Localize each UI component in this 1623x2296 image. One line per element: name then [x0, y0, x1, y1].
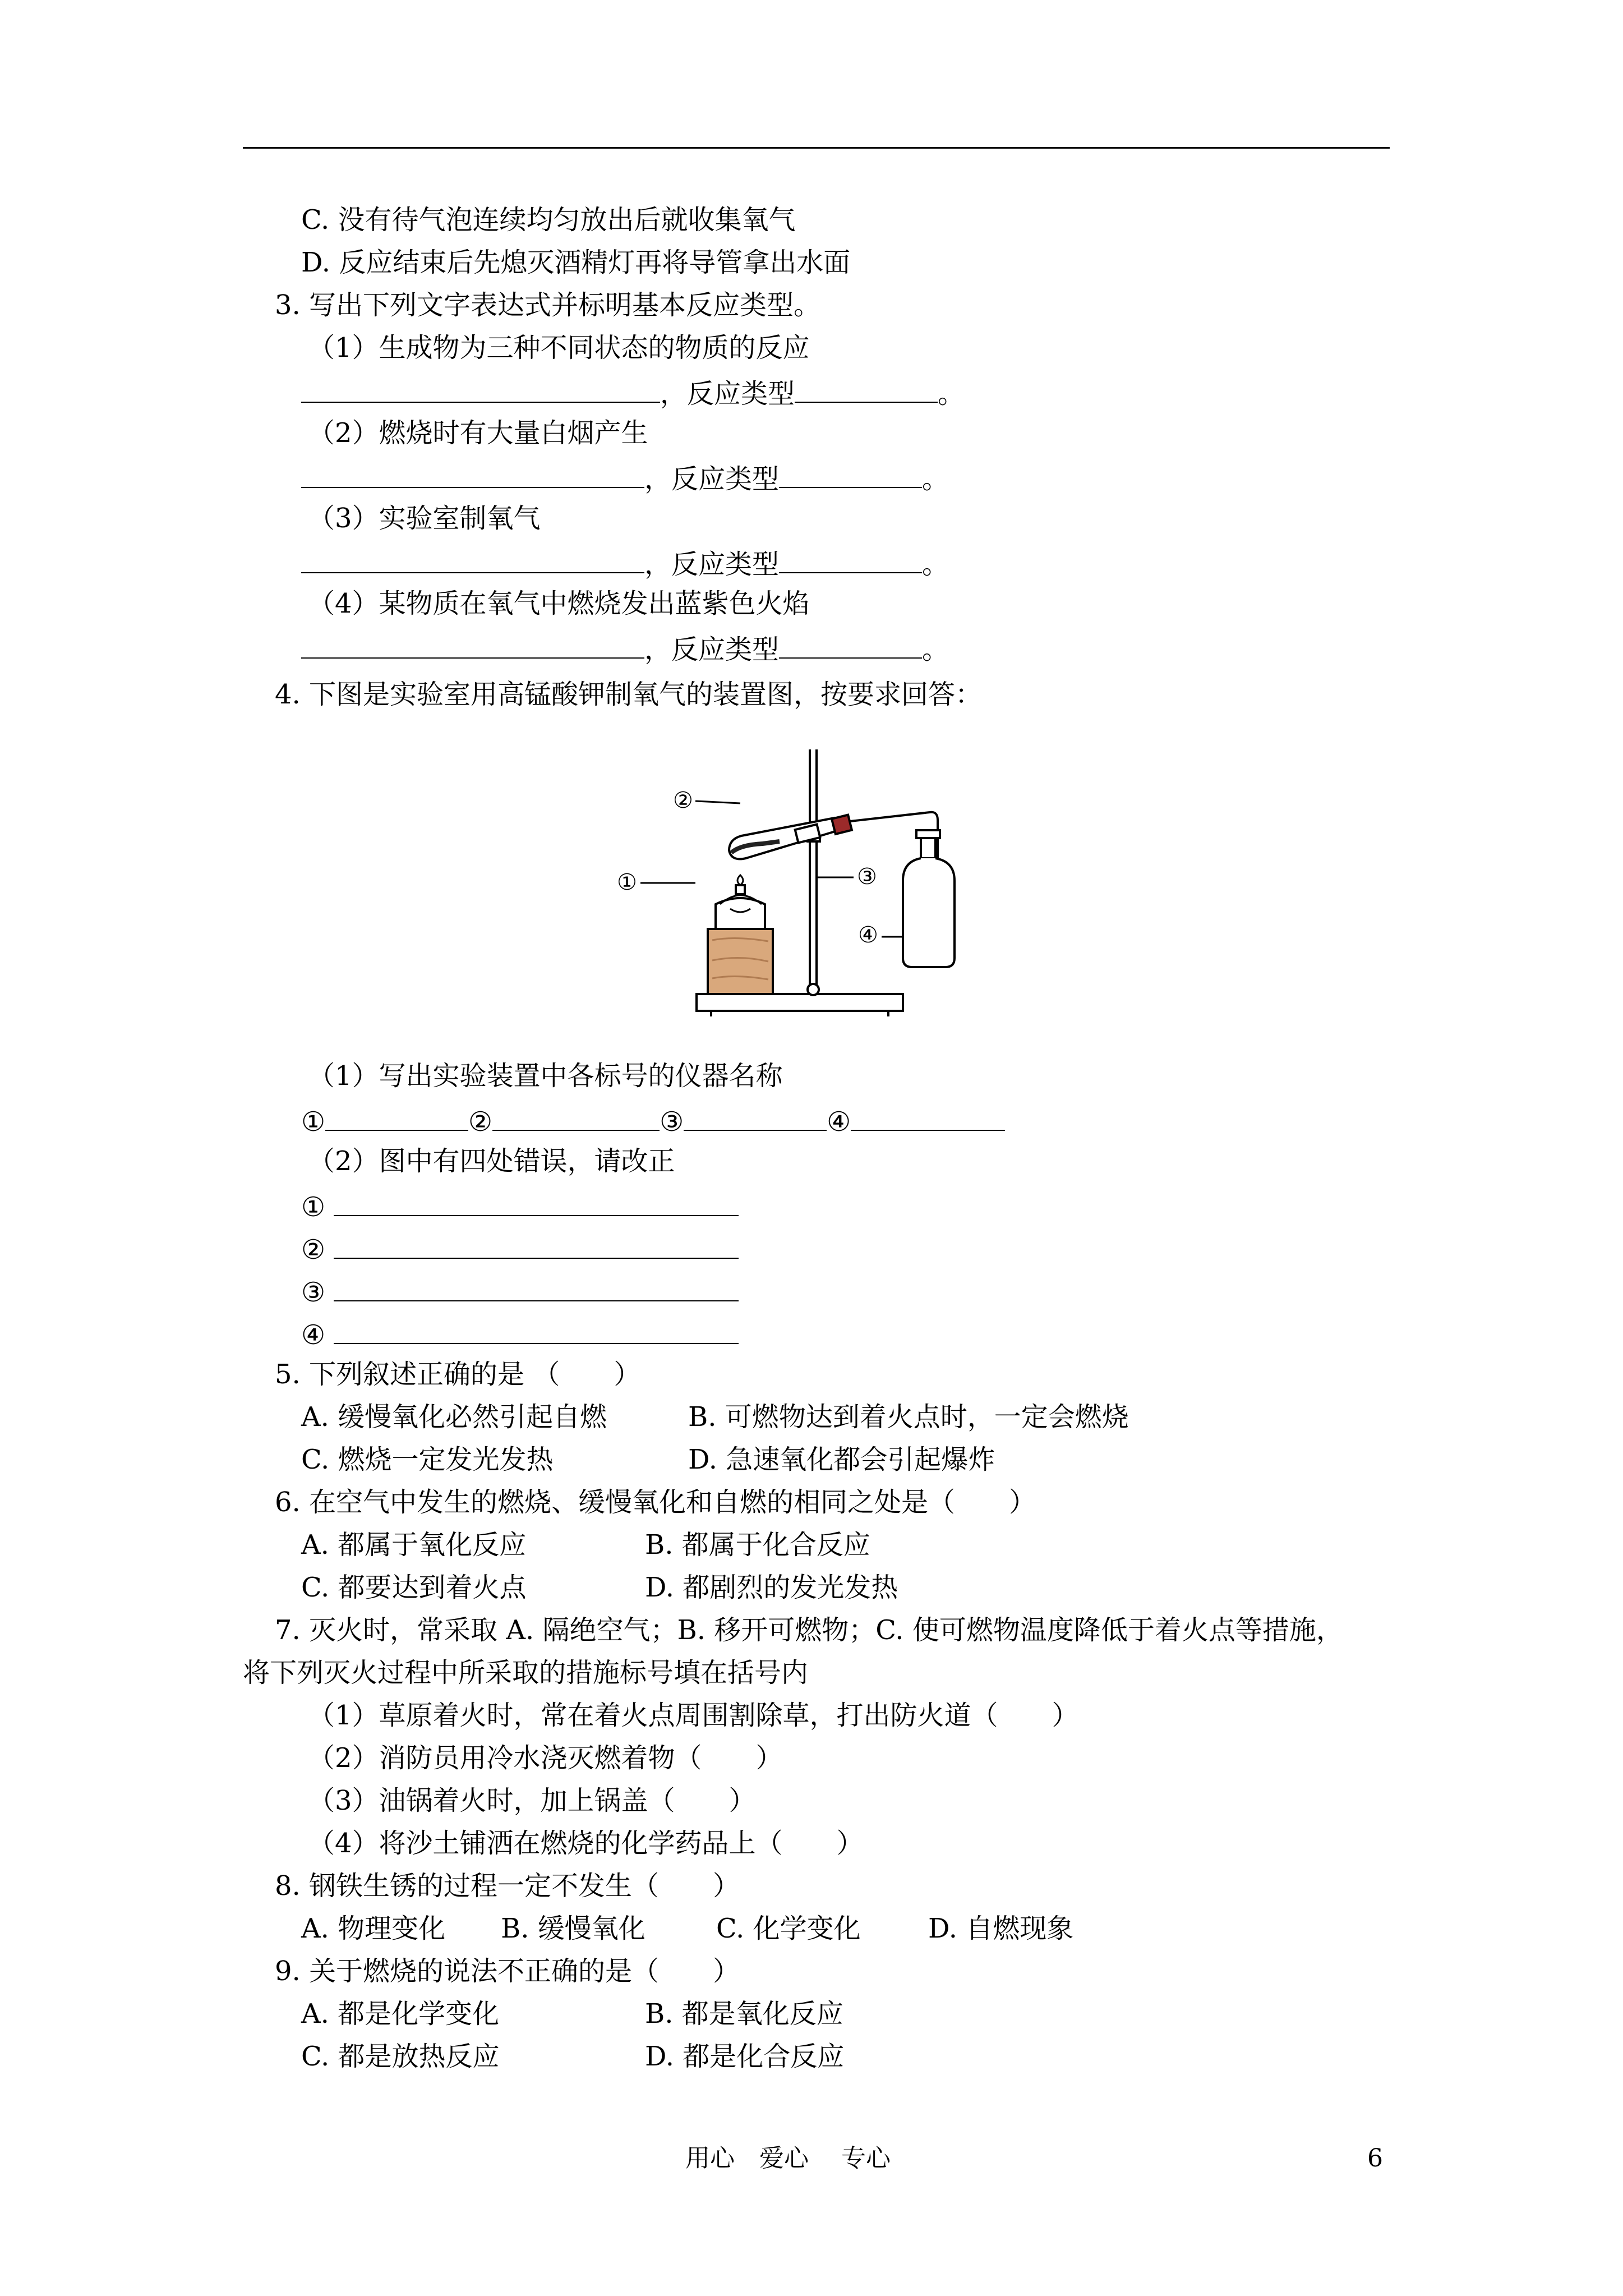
blank-line — [301, 629, 644, 659]
blank-line — [334, 1187, 739, 1216]
question-4: 4. 下图是实验室用高锰酸钾制氧气的装置图，按要求回答： — [275, 679, 983, 710]
q8-option-b: B. 缓慢氧化 — [501, 1913, 645, 1944]
footer-motto: 用心 爱心 专心 — [685, 2144, 891, 2173]
q6-option-c: C. 都要达到着火点 — [301, 1572, 527, 1603]
q3-answer-3: ，反应类型 。 — [301, 544, 949, 581]
question-8: 8. 钢铁生锈的过程一定不发生（ ） — [275, 1870, 740, 1902]
q4-part-1: （1）写出实验装置中各标号的仪器名称 — [308, 1060, 783, 1092]
q5-option-c: C. 燃烧一定发光发热 — [301, 1444, 554, 1475]
blank-line — [492, 1102, 660, 1131]
label-3: ③ — [857, 864, 877, 890]
question-6: 6. 在空气中发生的燃烧、缓慢氧化和自燃的相同之处是（ ） — [275, 1487, 1036, 1518]
blank-line — [684, 1102, 827, 1131]
q6-option-b: B. 都属于化合反应 — [645, 1529, 870, 1561]
option-d: D. 反应结束后先熄灭酒精灯再将导管拿出水面 — [301, 247, 851, 278]
q8-option-a: A. 物理变化 — [301, 1913, 446, 1944]
blank-line — [301, 459, 644, 488]
q6-option-a: A. 都属于氧化反应 — [301, 1529, 527, 1561]
blank-line — [325, 1102, 468, 1131]
label-2: ② — [673, 788, 693, 813]
q6-option-d: D. 都剧烈的发光发热 — [645, 1572, 898, 1603]
q4-fix-3: ③ — [301, 1272, 739, 1309]
q3-answer-4: ，反应类型 。 — [301, 629, 949, 666]
q4-fix-1: ① — [301, 1187, 739, 1224]
oxygen-apparatus-diagram — [611, 740, 1015, 1027]
label-4: ④ — [858, 922, 878, 948]
q7-part-1: （1）草原着火时，常在着火点周围割除草，打出防火道（ ） — [308, 1700, 1079, 1731]
wooden-block — [708, 929, 773, 994]
q5-option-b: B. 可燃物达到着火点时，一定会燃烧 — [688, 1401, 1129, 1433]
q3-part-2: （2）燃烧时有大量白烟产生 — [308, 417, 648, 449]
question-7-continued: 将下列灭火过程中所采取的措施标号填在括号内 — [243, 1657, 809, 1688]
question-9: 9. 关于燃烧的说法不正确的是（ ） — [275, 1955, 740, 1987]
q3-part-3: （3）实验室制氧气 — [308, 503, 541, 534]
q4-fix-2: ② — [301, 1230, 739, 1267]
q7-part-2: （2）消防员用冷水浇灭燃着物（ ） — [308, 1742, 783, 1774]
question-3: 3. 写出下列文字表达式并标明基本反应类型。 — [275, 289, 821, 321]
label-1: ① — [617, 869, 637, 895]
q9-option-d: D. 都是化合反应 — [645, 2041, 845, 2072]
option-c: C. 没有待气泡连续均匀放出后就收集氧气 — [301, 204, 796, 236]
blank-line — [301, 374, 660, 403]
collecting-bottle — [903, 830, 955, 967]
blank-line — [851, 1102, 1005, 1131]
q4-fix-4: ④ — [301, 1315, 739, 1352]
q9-option-b: B. 都是氧化反应 — [645, 1998, 843, 2030]
q4-part-2: （2）图中有四处错误，请改正 — [308, 1145, 675, 1177]
blank-line — [334, 1230, 739, 1259]
blank-line — [779, 629, 922, 659]
q3-part-4: （4）某物质在氧气中燃烧发出蓝紫色火焰 — [308, 588, 810, 619]
q3-answer-2: ，反应类型 。 — [301, 459, 949, 496]
page-number: 6 — [1367, 2144, 1383, 2173]
question-7: 7. 灭火时，常采取 A. 隔绝空气；B. 移开可燃物；C. 使可燃物温度降低于着火点等措施， — [275, 1614, 1343, 1646]
header-rule — [243, 147, 1390, 149]
q7-part-4: （4）将沙土铺洒在燃烧的化学药品上（ ） — [308, 1828, 864, 1859]
blank-line — [795, 374, 938, 403]
alcohol-lamp — [716, 875, 765, 929]
q3-answer-1: ，反应类型 。 — [301, 374, 965, 411]
q8-option-c: C. 化学变化 — [716, 1913, 861, 1944]
q5-option-a: A. 缓慢氧化必然引起自燃 — [301, 1401, 607, 1433]
blank-line — [334, 1272, 739, 1301]
q9-option-a: A. 都是化学变化 — [301, 1998, 500, 2030]
q5-option-d: D. 急速氧化都会引起爆炸 — [688, 1444, 995, 1475]
q7-part-3: （3）油锅着火时，加上锅盖（ ） — [308, 1785, 756, 1816]
test-tube — [729, 815, 852, 859]
blank-line — [334, 1315, 739, 1344]
blank-line — [779, 544, 922, 573]
q8-option-d: D. 自燃现象 — [928, 1913, 1074, 1944]
q4-names-row: ① ② ③ ④ — [301, 1102, 1005, 1139]
blank-line — [301, 544, 644, 573]
q3-part-1: （1）生成物为三种不同状态的物质的反应 — [308, 332, 810, 364]
blank-line — [779, 459, 922, 488]
q9-option-c: C. 都是放热反应 — [301, 2041, 500, 2072]
question-5: 5. 下列叙述正确的是 （ ） — [275, 1359, 641, 1390]
